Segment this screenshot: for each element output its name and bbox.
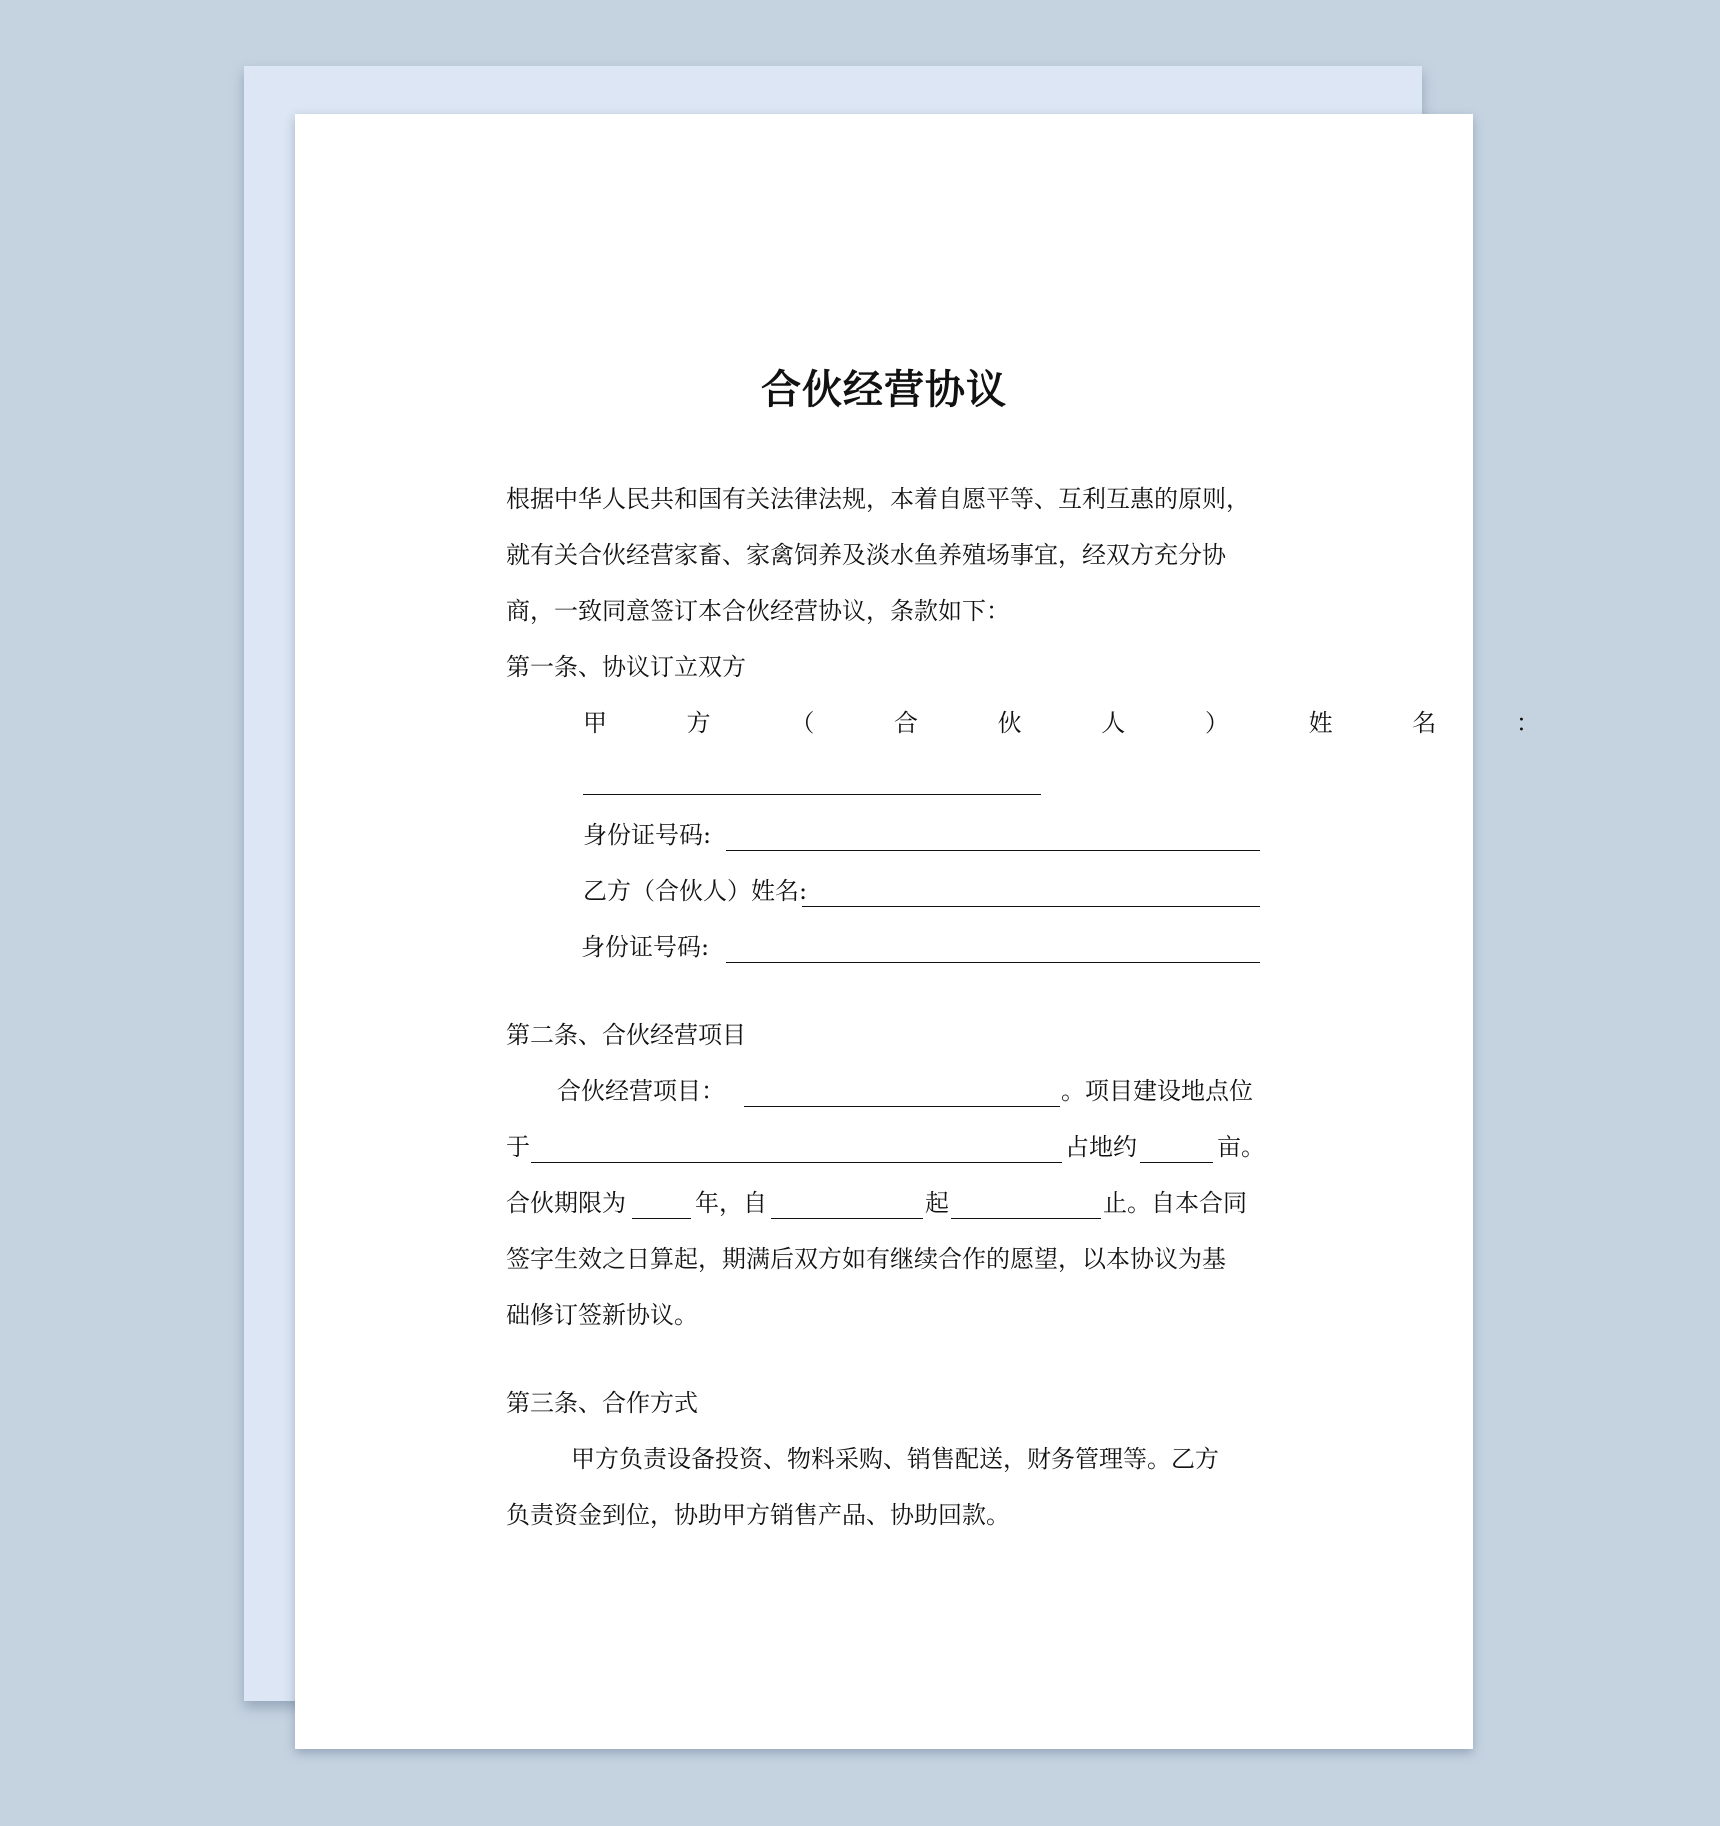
party-b-id-field[interactable] [726,962,1260,963]
article-2-line-4: 签字生效之日算起，期满后双方如有继续合作的愿望，以本协议为基 [506,1245,1226,1273]
article-2-line-5: 础修订签新协议。 [506,1301,698,1329]
term-years-field[interactable] [632,1218,691,1219]
project-field[interactable] [744,1106,1060,1107]
party-a-name-label: 甲 方 （ 合 伙 人 ） 姓 名 ： [583,709,1540,737]
party-a-name-field[interactable] [583,794,1041,795]
area-unit: 亩。 [1217,1133,1265,1161]
article-3-heading: 第三条、合作方式 [506,1389,698,1417]
party-b-name-label: 乙方（合伙人）姓名: [583,877,808,905]
party-b-name-field[interactable] [802,906,1260,907]
start-date-field[interactable] [771,1218,923,1219]
intro-line-1: 根据中华人民共和国有关法律法规，本着自愿平等、互利互惠的原则， [506,485,1250,513]
term-label: 合伙期限为 [506,1189,626,1217]
area-field[interactable] [1140,1162,1213,1163]
location-label: 。项目建设地点位 [1061,1077,1253,1105]
party-a-id-field[interactable] [726,850,1260,851]
intro-line-2: 就有关合伙经营家畜、家禽饲养及淡水鱼养殖场事宜，经双方充分协 [506,541,1226,569]
to-label: 止。自本合同 [1103,1189,1247,1217]
area-label: 占地约 [1065,1133,1137,1161]
project-label: 合伙经营项目： [557,1077,725,1105]
article-1-heading: 第一条、协议订立双方 [506,653,746,681]
end-date-field[interactable] [951,1218,1101,1219]
party-b-id-label: 身份证号码: [581,933,710,961]
location-prefix: 于 [506,1133,530,1161]
article-2-heading: 第二条、合伙经营项目 [506,1021,746,1049]
intro-line-3: 商，一致同意签订本合伙经营协议，条款如下： [506,597,1010,625]
document-title: 合伙经营协议 [761,366,1007,413]
year-label: 年，自 [695,1189,767,1217]
article-3-line-2: 负责资金到位，协助甲方销售产品、协助回款。 [506,1501,1010,1529]
party-a-id-label: 身份证号码: [583,821,712,849]
from-label: 起 [925,1189,949,1217]
article-3-line-1: 甲方负责设备投资、物料采购、销售配送，财务管理等。乙方 [571,1445,1219,1473]
location-field[interactable] [531,1162,1062,1163]
document-page [295,114,1540,1749]
